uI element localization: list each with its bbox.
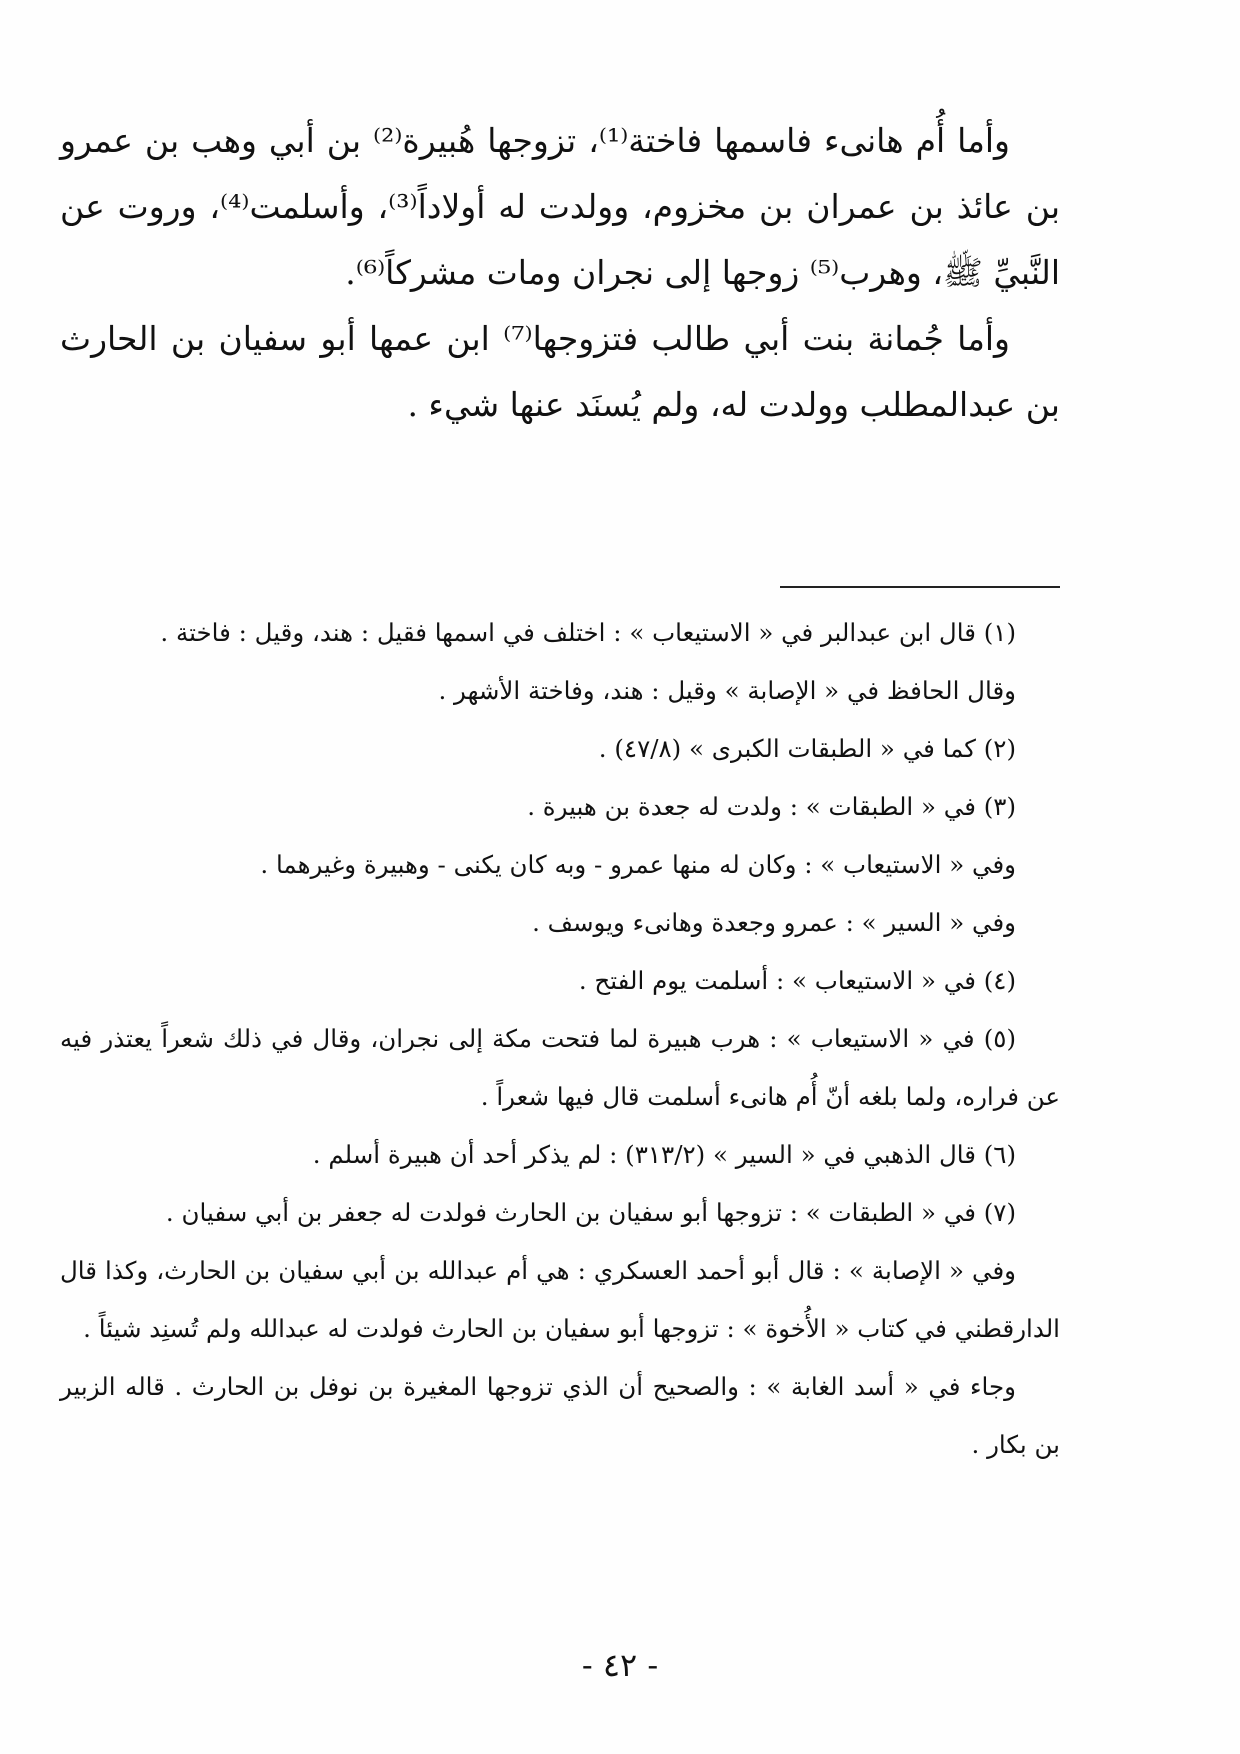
main-paragraph: وأما جُمانة بنت أبي طالب فتزوجها⁽⁷⁾ ابن عمها أبو سفيان بن الحارث بن عبدالمطلب وولدت له، ولم يُسنَد عنها شيء .	[60, 319, 1060, 424]
footnote-line: وفي « الاستيعاب » : وكان له منها عمرو - وبه كان يكنى - وهبيرة وغيرهما .	[260, 850, 1016, 879]
footnote-divider	[780, 586, 1060, 588]
footnote-line: (٣) في « الطبقات » : ولدت له جعدة بن هبيرة .	[527, 792, 1016, 821]
footnote-line: (٧) في « الطبقات » : تزوجها أبو سفيان بن الحارث فولدت له جعفر بن أبي سفيان .	[165, 1198, 1016, 1227]
page-number: - ٤٢ -	[581, 1646, 659, 1684]
footnote-line: وفي « الإصابة » : قال أبو أحمد العسكري : هي أم عبدالله بن أبي سفيان بن الحارث، وكذا قال الدارقطني في كتاب « الأُخوة » : تزوجها أبو سفيان بن الحارث فولدت له عبدالله ولم تُسنِد شيئاً .	[60, 1256, 1060, 1343]
footnote-line: (٥) في « الاستيعاب » : هرب هبيرة لما فتحت مكة إلى نجران، وقال في ذلك شعراً يعتذر فيه عن فراره، ولما بلغه أنّ أُم هانىء أسلمت قال فيها شعراً .	[60, 1024, 1060, 1111]
footnote-line: وجاء في « أسد الغابة » : والصحيح أن الذي تزوجها المغيرة بن نوفل بن الحارث . قاله الزبير بن بكار .	[60, 1372, 1060, 1459]
footnotes-block	[60, 604, 1060, 1474]
footnote-line: (٤) في « الاستيعاب » : أسلمت يوم الفتح .	[578, 966, 1016, 995]
main-paragraph: وأما أُم هانىء فاسمها فاختة⁽¹⁾، تزوجها هُبيرة⁽²⁾ بن أبي وهب بن عمرو بن عائذ بن عمران بن مخزوم، وولدت له أولاداً⁽³⁾، وأسلمت⁽⁴⁾، وروت عن النَّبيِّ ﷺ، وهرب⁽⁵⁾ زوجها إلى نجران ومات مشركاً⁽⁶⁾.	[60, 121, 1061, 292]
footnote-line: وفي « السير » : عمرو وجعدة وهانىء ويوسف .	[532, 908, 1016, 937]
footnote-line: وقال الحافظ في « الإصابة » وقيل : هند، وفاختة الأشهر .	[438, 676, 1016, 705]
footnote-line: (٢) كما في « الطبقات الكبرى » (٤٧/٨) .	[598, 734, 1016, 763]
footnote-line: (٦) قال الذهبي في « السير » (٣١٣/٢) : لم يذكر أحد أن هبيرة أسلم .	[312, 1140, 1016, 1169]
main-text-block	[60, 108, 1060, 438]
footnote-line: (١) قال ابن عبدالبر في « الاستيعاب » : اختلف في اسمها فقيل : هند، وقيل : فاختة .	[160, 618, 1016, 647]
